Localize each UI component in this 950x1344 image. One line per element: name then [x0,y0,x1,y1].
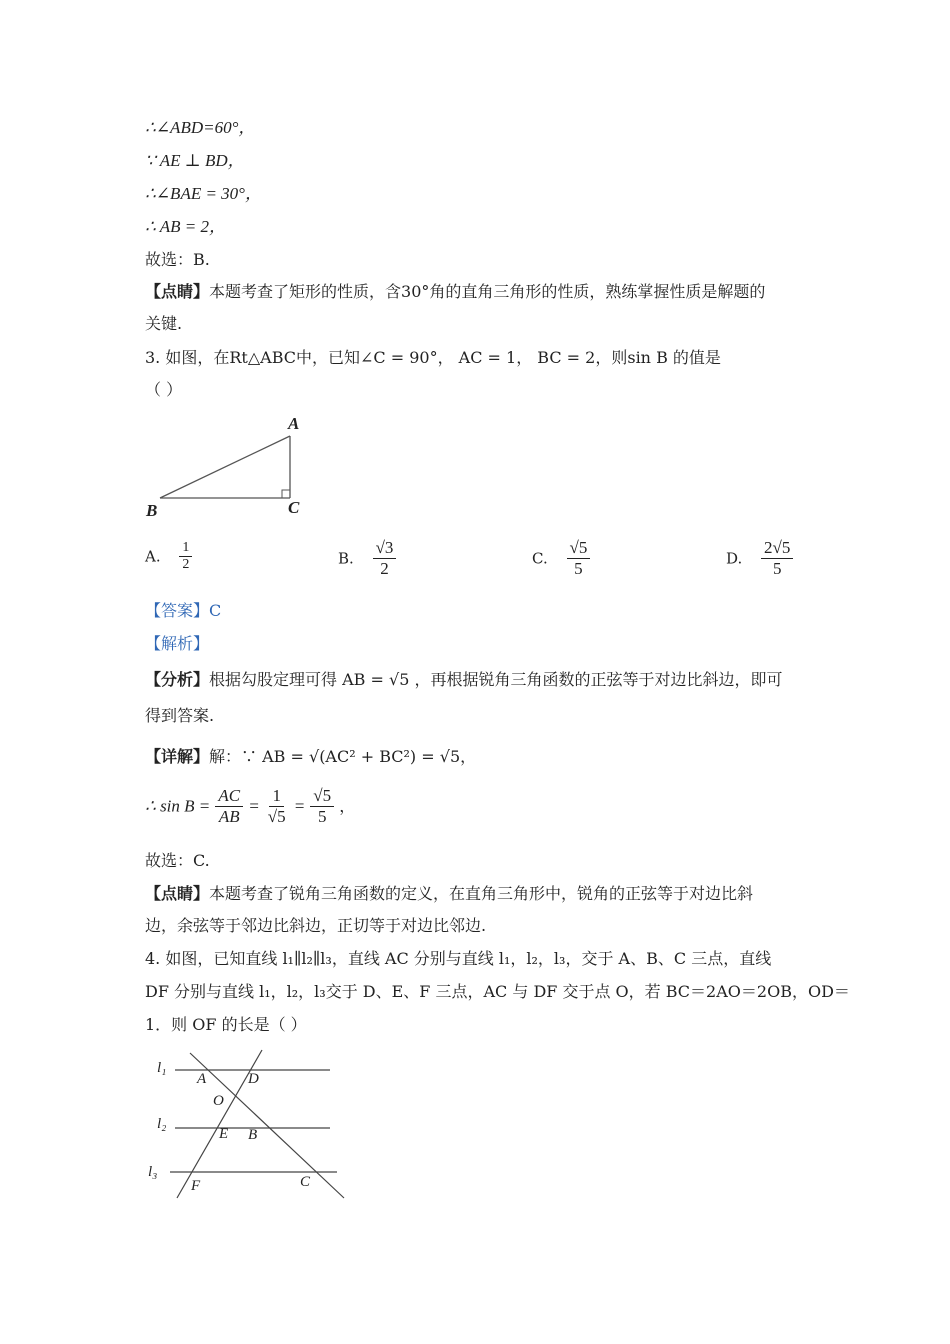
label-f: F [191,1178,201,1194]
label-c: C [288,498,300,517]
line-abd-60: ∴∠ABD=60°， [145,118,256,137]
fenxi-tag: 【分析】 [145,670,210,689]
label-l2: l₂ [157,1116,167,1132]
dianjing-1 [145,280,765,304]
dianjing-2-text: 本题考查了锐角三角函数的定义，在直角三角形中，锐角的正弦等于对边比斜 [209,884,754,903]
q4-line-2: DF 分别与直线 l₁，l₂，l₃交于 D、E、F 三点，AC 与 DF 交于点 O，若 BC＝2AO＝2OB，OD＝ [145,982,850,1001]
sin-calc [145,786,355,827]
q4-line-3: 1．则 OF 的长是（ ） [145,1015,307,1034]
answer-value: C [209,601,222,620]
option-c-den: 5 [574,559,583,578]
xiangjie-tag: 【详解】 [145,747,210,766]
dianjing-2-tag: 【点睛】 [145,884,210,903]
line-ab-2: ∴ AB = 2， [145,217,226,236]
option-d-letter: D. [726,549,743,568]
dianjing-2 [145,882,753,906]
q3-paren: （ ） [145,380,183,399]
equals-1: = [248,796,260,816]
dianjing-text: 本题考查了矩形的性质，含30°角的直角三角形的性质，熟练掌握性质是解题的 [209,282,766,301]
dianjing-tag: 【点睛】 [145,282,210,301]
option-b-letter: B. [338,549,354,568]
q3-triangle-figure [140,410,320,520]
option-a-den: 2 [182,557,190,572]
option-d-num: 2√5 [761,538,793,559]
option-a[interactable] [145,540,192,573]
option-a-letter: A. [145,547,161,566]
q3-stem: 3. 如图，在Rt△ABC中，已知∠C = 90°， AC = 1， BC = 2，则sin B 的值是 [145,348,721,367]
jiexi-tag: 【解析】 [145,634,210,653]
option-d[interactable] [726,538,793,579]
frac3-num: √5 [310,786,334,807]
line-ae-perp-bd: ∵ AE ⊥ BD， [145,151,245,170]
dianjing-2-cont: 边，余弦等于邻边比斜边，正切等于对边比邻边. [145,916,487,935]
label-l1: l₁ [157,1060,167,1076]
xiangjie-line [145,745,476,769]
option-b-num: √3 [373,538,397,559]
frac2-den: √5 [267,807,286,826]
option-d-den: 5 [772,559,782,578]
xiangjie-text: 解：∵ AB = √(AC² + BC²) = √5， [209,747,477,766]
label-e: E [219,1126,229,1142]
frac2-num: 1 [269,786,284,807]
label-d: D [248,1071,259,1087]
label-o: O [213,1093,224,1109]
option-c-num: √5 [567,538,591,559]
option-b[interactable] [338,538,396,579]
answer-tag: 【答案】 [145,601,210,620]
option-a-num: 1 [179,540,192,557]
triangle-side-ab [160,436,290,498]
fenxi-text: 根据勾股定理可得 AB = √5 ，再根据锐角三角函数的正弦等于对边比斜边，即可 [209,670,783,689]
option-c-letter: C. [532,549,548,568]
frac1-den: AB [218,807,240,826]
calc-suffix: ， [339,796,356,816]
sin-calc-prefix: ∴ sin B = [145,796,211,816]
choose-b: 故选：B. [145,250,210,269]
q4-parallel-lines-figure [140,1045,360,1205]
option-c[interactable] [532,538,590,579]
option-b-den: 2 [380,559,389,578]
dianjing-1-cont: 关键. [145,314,183,333]
answer-line [145,599,221,623]
fenxi-line [145,668,782,692]
q4-line-1: 4. 如图，已知直线 l₁∥l₂∥l₃，直线 AC 分别与直线 l₁，l₂，l₃，交于 A、B、C 三点，直线 [145,949,772,968]
label-b: B [146,501,158,520]
label-a: A [197,1071,207,1087]
line-bae-30: ∴∠BAE = 30°， [145,184,262,203]
label-c: C [300,1174,311,1190]
frac1-num: AC [215,786,243,807]
label-b: B [248,1127,258,1143]
choose-c: 故选：C. [145,851,210,870]
label-a: A [288,414,300,433]
equals-2: = [293,796,306,816]
line-ac [190,1053,344,1198]
right-angle-mark [282,490,290,498]
fenxi-line-2: 得到答案. [145,706,215,725]
label-l3: l₃ [148,1164,158,1180]
frac3-den: 5 [317,807,327,826]
